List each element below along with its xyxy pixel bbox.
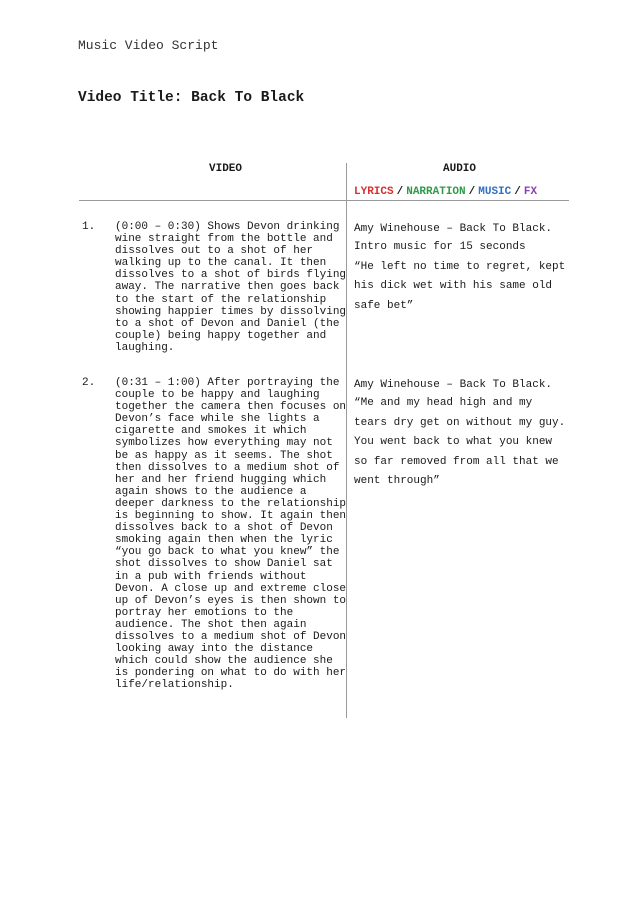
legend-separator: / xyxy=(468,186,476,198)
legend-separator: / xyxy=(396,186,404,198)
video-line: is beginning to show. It again then xyxy=(115,510,347,523)
video-line: is pondering on what to do with her xyxy=(115,667,347,680)
video-line: audience. The shot then again xyxy=(115,618,307,631)
legend-music: MUSIC xyxy=(478,186,512,198)
video-line: deeper darkness to the relationship xyxy=(115,497,347,510)
audio-line: “Me and my head high and my xyxy=(354,397,533,409)
audio-line: Intro music for 15 seconds xyxy=(354,241,526,253)
legend-fx: FX xyxy=(523,186,538,198)
video-line: couple) being happy together and xyxy=(115,329,327,342)
audio-line: went through” xyxy=(354,475,440,487)
video-line: away. The narrative then goes back xyxy=(115,281,340,294)
video-line: “you go back to what you knew” the xyxy=(115,546,340,559)
video-line: (0:00 – 0:30) Shows Devon drinking xyxy=(115,221,340,233)
video-column-header: VIDEO xyxy=(209,163,243,175)
row-number: 1. xyxy=(82,221,96,233)
video-line: to a shot of Devon and Daniel (the xyxy=(115,317,340,330)
video-line: portray her emotions to the xyxy=(115,606,294,619)
video-line: looking away into the distance xyxy=(115,643,314,656)
row-number: 2. xyxy=(82,377,96,389)
video-line: couple to be happy and laughing xyxy=(115,389,320,402)
audio-legend xyxy=(354,186,537,198)
video-line: Devon’s face while she lights a xyxy=(115,413,320,426)
legend-separator: / xyxy=(514,186,521,198)
page-header: Music Video Script xyxy=(78,38,219,53)
column-divider xyxy=(346,163,347,718)
video-line: again shows to the audience a xyxy=(115,485,307,498)
audio-line: his dick wet with his same old xyxy=(354,280,553,292)
legend-narration: NARRATION xyxy=(406,186,466,198)
audio-line: Amy Winehouse – Back To Black. xyxy=(354,223,553,235)
video-line: showing happier times by dissolving xyxy=(115,305,347,318)
audio-line: “He left no time to regret, kept xyxy=(354,260,566,273)
video-line: laughing. xyxy=(115,341,175,354)
video-line: wine straight from the bottle and xyxy=(115,233,333,246)
video-line: be as happy as it seems. The shot xyxy=(115,449,333,462)
audio-line: Amy Winehouse – Back To Black. xyxy=(354,379,553,391)
audio-column-header: AUDIO xyxy=(443,163,477,175)
audio-line: safe bet” xyxy=(354,299,414,312)
video-line: to the start of the relationship xyxy=(115,293,327,306)
video-line: walking up to the canal. It then xyxy=(115,257,327,270)
video-line: dissolves out to a shot of her xyxy=(115,245,314,258)
video-line: her and her friend hugging which xyxy=(115,473,327,486)
video-line: up of Devon’s eyes is then shown to xyxy=(115,594,347,607)
video-line: dissolves back to a shot of Devon xyxy=(115,522,333,535)
header-divider xyxy=(79,200,569,201)
video-line: life/relationship. xyxy=(115,679,234,692)
video-description xyxy=(115,377,347,692)
video-line: dissolves to a medium shot of Devon xyxy=(115,630,347,643)
video-title: Video Title: Back To Black xyxy=(78,90,305,106)
video-line: (0:31 – 1:00) After portraying the xyxy=(115,377,340,389)
audio-line: You went back to what you knew xyxy=(354,436,553,448)
video-line: symbolizes how everything may not xyxy=(115,437,333,450)
video-line: then dissolves to a medium shot of xyxy=(115,461,340,474)
audio-description xyxy=(354,377,568,492)
video-line: together the camera then focuses on xyxy=(115,401,347,414)
video-line: Devon. A close up and extreme close xyxy=(115,582,347,595)
audio-line: so far removed from all that we xyxy=(354,455,559,468)
legend-lyrics: LYRICS xyxy=(354,186,394,198)
video-line: shot dissolves to show Daniel sat xyxy=(115,558,333,571)
video-line: in a pub with friends without xyxy=(115,570,307,583)
video-description xyxy=(115,221,347,354)
audio-description xyxy=(354,221,568,316)
video-line: cigarette and smokes it which xyxy=(115,425,307,438)
video-line: dissolves to a shot of birds flying xyxy=(115,269,347,282)
audio-line: tears dry get on without my guy. xyxy=(354,416,566,429)
video-line: which could show the audience she xyxy=(115,655,333,668)
video-line: smoking again then when the lyric xyxy=(115,534,333,547)
